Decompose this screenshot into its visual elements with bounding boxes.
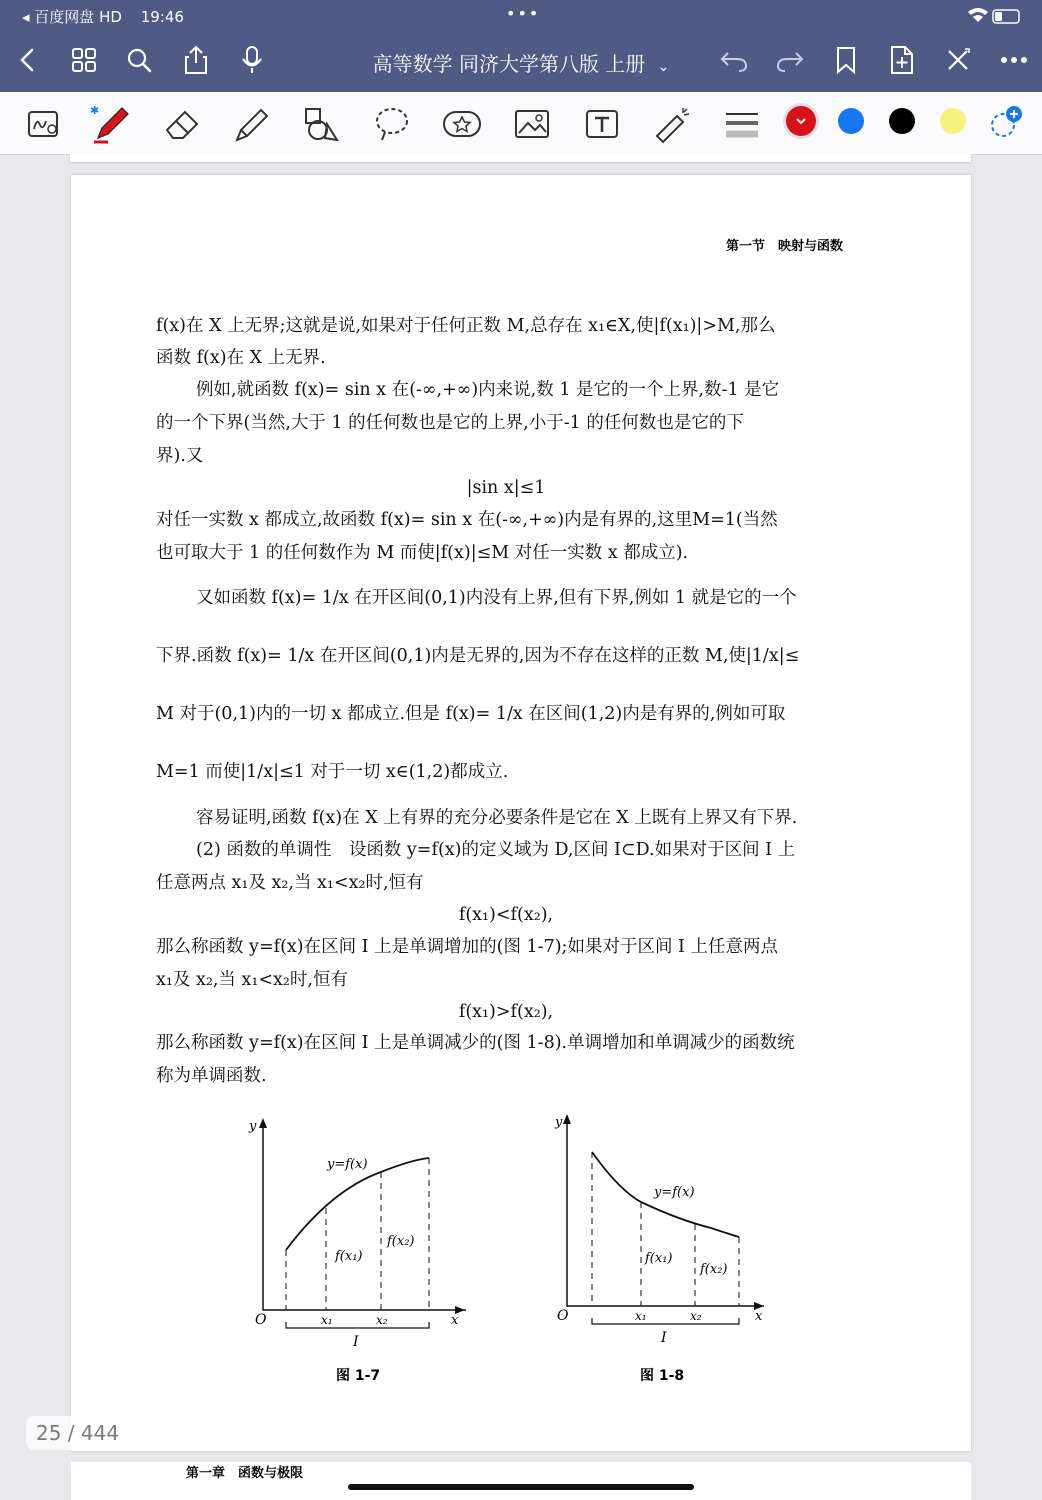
lasso-icon[interactable] [374, 106, 410, 142]
close-tools-icon[interactable] [942, 44, 974, 76]
multitask-dots[interactable]: ••• [506, 4, 541, 23]
image-icon[interactable] [514, 106, 550, 142]
text-line-3: 例如,就函数 f(x)= sin x 在(-∞,+∞)内来说,数 1 是它的一个上界,数-1 是它 [196, 380, 780, 400]
text-line-10: M 对于(0,1)内的一切 x 都成立.但是 f(x)= 1/x 在区间(1,2)内是有界的,例如可取 [156, 704, 786, 724]
status-time: 19:46 [140, 8, 184, 26]
title-chevron-icon: ⌄ [657, 59, 670, 75]
highlighter-icon[interactable] [234, 106, 270, 142]
text-line-17: 那么称函数 y=f(x)在区间 I 上是单调减少的(图 1-8).单调增加和单调减少的函数统 [156, 1033, 795, 1053]
fig1-origin-label: O [255, 1312, 267, 1328]
fig2-dashed-lines [592, 1152, 739, 1306]
text-line-12: 容易证明,函数 f(x)在 X 上有界的充分必要条件是它在 X 上既有上界又有下界. [196, 808, 798, 828]
undo-icon[interactable] [718, 44, 750, 76]
formula-sin-bound: |sin x|≤1 [466, 478, 546, 498]
fig1-x2-label: x₂ [376, 1313, 388, 1327]
fig1-x-label: x [451, 1313, 459, 1328]
figure-1-8-caption: 图 1-8 [640, 1368, 685, 1384]
page-header: 第一节 映射与函数 [726, 239, 844, 254]
add-page-icon[interactable] [886, 44, 918, 76]
fig2-x-label: x [755, 1309, 763, 1324]
fig2-function-label: y=f(x) [654, 1185, 695, 1200]
figure-increasing [241, 1110, 471, 1350]
text-line-18: 称为单调函数. [156, 1066, 267, 1086]
chevron-down-icon [786, 106, 816, 136]
formula-decreasing: f(x₁)>f(x₂), [458, 1002, 554, 1022]
color-blue[interactable] [838, 108, 864, 134]
fig1-fx2-label: f(x₂) [387, 1234, 415, 1249]
more-icon[interactable] [998, 44, 1030, 76]
text-line-1: f(x)在 X 上无界;这就是说,如果对于任何正数 M,总存在 x₁∈X,使|f(x₁)|>M,那么 [156, 316, 776, 336]
next-page-header: 第一章 函数与极限 [186, 1466, 304, 1481]
fig1-interval-label: I [353, 1334, 359, 1350]
fig1-arrows [259, 1118, 465, 1314]
pen-tool-icon[interactable] [90, 104, 130, 142]
next-page-edge [71, 1462, 971, 1500]
top-bar [0, 0, 1042, 92]
figure-decreasing [549, 1110, 779, 1350]
text-line-7: 也可取大于 1 的任何数作为 M 而使|f(x)|≤M 对任一实数 x 都成立). [156, 543, 689, 563]
color-yellow[interactable] [940, 108, 966, 134]
text-line-16: x₁及 x₂,当 x₁<x₂时,恒有 [156, 970, 348, 990]
redo-icon[interactable] [774, 44, 806, 76]
text-line-2: 函数 f(x)在 X 上无界. [156, 348, 326, 368]
previous-page-edge [70, 154, 971, 162]
text-line-9: 下界.函数 f(x)= 1/x 在开区间(0,1)内是无界的,因为不存在这样的正数 M,使|1/x|≤ [156, 646, 800, 666]
fig2-x2-label: x₂ [690, 1309, 702, 1323]
fig1-interval-bracket [286, 1322, 429, 1328]
fig1-y-label: y [249, 1119, 257, 1134]
shapes-icon[interactable] [304, 106, 340, 142]
fig2-fx1-label: f(x₁) [645, 1251, 673, 1266]
figure-1-7-caption: 图 1-7 [336, 1368, 381, 1384]
add-color-icon[interactable] [988, 106, 1022, 140]
text-line-15: 那么称函数 y=f(x)在区间 I 上是单调增加的(图 1-7);如果对于区间 I 上任意两点 [156, 937, 778, 957]
text-line-4: 的一个下界(当然,大于 1 的任何数也是它的上界,小于-1 的任何数也是它的下 [156, 413, 744, 433]
home-indicator[interactable] [348, 1484, 694, 1490]
bookmark-icon[interactable] [830, 44, 862, 76]
text-line-13: (2) 函数的单调性 设函数 y=f(x)的定义域为 D,区间 I⊂D.如果对于区间 I 上 [196, 840, 796, 860]
color-black[interactable] [889, 108, 915, 134]
sticker-icon[interactable] [444, 106, 480, 142]
fig1-axes [263, 1122, 466, 1310]
fig2-interval-bracket [592, 1318, 739, 1324]
svg-text:✱: ✱ [90, 104, 100, 117]
text-line-11: M=1 而使|1/x|≤1 对于一切 x∈(1,2)都成立. [156, 762, 509, 782]
handwriting-icon[interactable] [26, 106, 62, 142]
back-to-app[interactable]: ◂ 百度网盘 HD [22, 8, 122, 26]
text-box-icon[interactable] [584, 106, 620, 142]
wifi-battery-icon [966, 6, 1022, 26]
fig1-function-label: y=f(x) [327, 1157, 368, 1172]
document-title-text: 高等数学 同济大学第八版 上册 [372, 52, 646, 76]
fig1-fx1-label: f(x₁) [335, 1249, 363, 1264]
status-left [22, 6, 184, 27]
fig2-interval-label: I [661, 1330, 667, 1346]
fig2-y-label: y [555, 1115, 563, 1130]
fig2-x1-label: x₁ [635, 1309, 647, 1323]
laser-pointer-icon[interactable] [654, 106, 690, 142]
stroke-width-icon[interactable] [724, 106, 760, 142]
eraser-icon[interactable] [164, 106, 200, 142]
fig2-fx2-label: f(x₂) [700, 1262, 728, 1277]
formula-increasing: f(x₁)<f(x₂), [458, 905, 554, 925]
text-line-8: 又如函数 f(x)= 1/x 在开区间(0,1)内没有上界,但有下界,例如 1 就是它的一个 [196, 588, 797, 608]
color-red-selected[interactable] [786, 106, 816, 136]
text-line-6: 对任一实数 x 都成立,故函数 f(x)= sin x 在(-∞,+∞)内是有界的,这里M=1(当然 [156, 510, 778, 530]
page-counter[interactable]: 25 / 444 [26, 1416, 129, 1450]
fig1-x1-label: x₁ [321, 1313, 333, 1327]
text-line-14: 任意两点 x₁及 x₂,当 x₁<x₂时,恒有 [156, 873, 424, 893]
document-page [71, 175, 971, 1451]
text-line-5: 界).又 [156, 446, 204, 466]
status-right [966, 6, 1022, 30]
fig2-origin-label: O [557, 1308, 569, 1324]
annotation-toolbar [0, 92, 1042, 155]
